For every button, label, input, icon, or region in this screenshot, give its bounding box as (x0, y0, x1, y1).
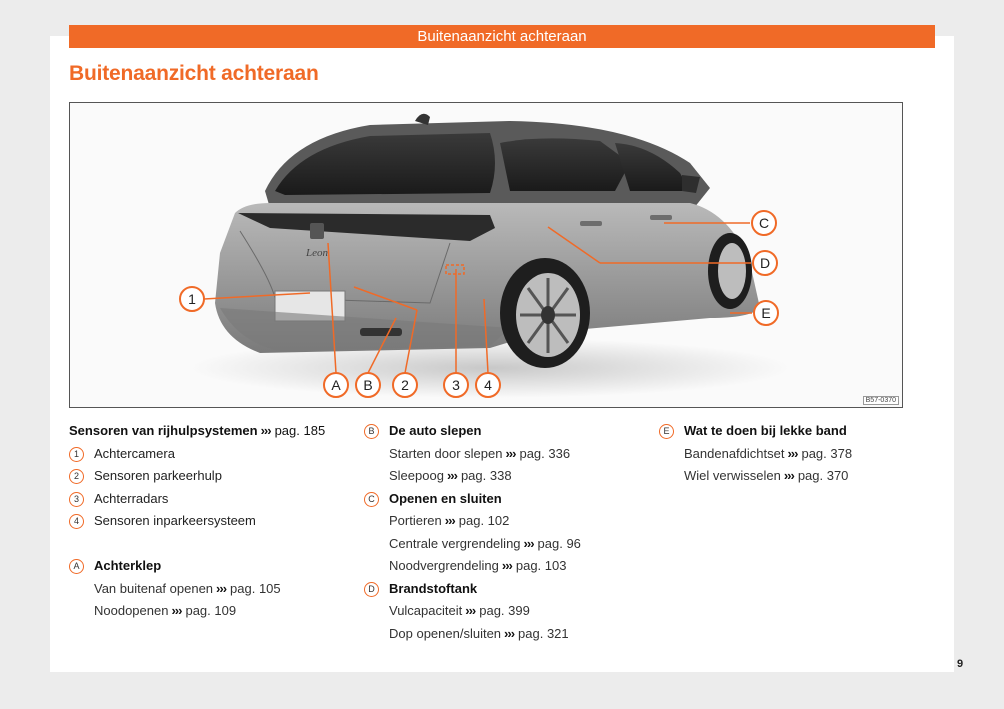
callout-1 (180, 287, 204, 311)
page-ref-link[interactable]: pag. 185 (274, 423, 326, 438)
page-ref-link[interactable]: pag. 96 (537, 535, 581, 551)
group-heading-text: Openen en sluiten (389, 490, 502, 506)
svg-text:4: 4 (484, 377, 492, 393)
section-header-bar (69, 25, 935, 48)
front-rim (718, 243, 746, 299)
exhaust (360, 328, 402, 336)
reference-entry (364, 555, 644, 578)
link-arrows: ››› (787, 445, 798, 461)
page-ref-link[interactable]: pag. 105 (230, 580, 281, 596)
page-title: Buitenaanzicht achteraan (69, 62, 319, 85)
number-marker: 4 (69, 514, 84, 529)
rear-window (275, 133, 495, 195)
car-illustration (70, 103, 903, 408)
page-ref-link[interactable]: pag. 103 (515, 558, 567, 573)
list-item-label: Sensoren inparkeersysteem (94, 513, 256, 528)
svg-text:A: A (331, 377, 341, 393)
callout-A (324, 373, 348, 397)
group-heading-text: De auto slepen (389, 423, 482, 438)
entry-text: Bandenafdichtset (684, 445, 785, 461)
letter-marker: E (659, 424, 674, 439)
number-marker: 1 (69, 447, 84, 462)
svg-text:E: E (761, 305, 771, 321)
entry-text: Noodopenen (94, 603, 169, 618)
link-arrows: ››› (260, 423, 271, 438)
entry-text: Centrale vergrendeling (389, 535, 521, 551)
link-arrows: ››› (216, 580, 227, 596)
number-marker: 2 (69, 469, 84, 484)
svg-text:1: 1 (188, 291, 196, 307)
callout-3 (444, 373, 468, 397)
link-arrows: ››› (465, 603, 476, 618)
list-item-label: Achtercamera (94, 445, 175, 461)
reference-entry (364, 465, 644, 488)
svg-text:3: 3 (452, 377, 460, 393)
number-marker: 3 (69, 492, 84, 507)
sensors-heading-text: Sensoren van rijhulpsystemen (69, 423, 258, 438)
link-arrows: ››› (501, 558, 512, 573)
list-item (69, 465, 354, 488)
page-ref-link[interactable]: pag. 338 (460, 468, 512, 483)
door-handle-rear (580, 221, 602, 226)
callout-B (356, 373, 380, 397)
list-item (69, 488, 354, 511)
list-item (69, 510, 354, 533)
reference-entry (364, 600, 644, 623)
group-heading-E (659, 420, 939, 443)
list-item-label: Achterradars (94, 490, 169, 506)
page-ref-link[interactable]: pag. 399 (479, 603, 530, 618)
group-heading-A (69, 555, 354, 578)
link-arrows: ››› (523, 535, 534, 551)
page-ref-link[interactable]: pag. 109 (185, 603, 237, 618)
callout-4 (476, 373, 500, 397)
link-arrows: ››› (783, 468, 794, 483)
group-heading-text: Brandstoftank (389, 580, 478, 596)
column-1 (69, 420, 354, 623)
reference-entry (69, 578, 354, 601)
page-ref-link[interactable]: pag. 102 (458, 513, 510, 528)
group-heading-text: Achterklep (94, 558, 162, 573)
letter-marker: D (364, 582, 379, 597)
page-ref-link[interactable]: pag. 370 (797, 468, 849, 483)
callout-D (753, 251, 777, 275)
section-header-title: Buitenaanzicht achteraan (417, 28, 587, 45)
figure-code: B57-0370 (863, 396, 899, 405)
entry-text: Sleepoog (389, 468, 444, 483)
page-number: 9 (957, 658, 964, 670)
letter-marker: C (364, 492, 379, 507)
reference-entry (659, 443, 939, 466)
roof-antenna (415, 114, 430, 125)
entry-text: Noodvergrendeling (389, 558, 499, 573)
link-arrows: ››› (171, 603, 182, 618)
page-ref-link[interactable]: pag. 336 (519, 445, 571, 461)
column-3 (659, 420, 939, 488)
reference-entry (69, 600, 354, 623)
callout-C (752, 211, 776, 235)
group-heading-C (364, 488, 644, 511)
letter-marker: B (364, 424, 379, 439)
link-arrows: ››› (446, 468, 457, 483)
entry-text: Starten door slepen (389, 445, 503, 461)
callout-2 (393, 373, 417, 397)
reference-entry (659, 465, 939, 488)
reference-entry (364, 443, 644, 466)
page-ref-link[interactable]: pag. 321 (518, 625, 569, 641)
svg-text:2: 2 (401, 377, 409, 393)
link-arrows: ››› (505, 445, 516, 461)
entry-text: Vulcapaciteit (389, 603, 463, 618)
reference-entry (364, 510, 644, 533)
svg-text:D: D (759, 255, 771, 271)
list-item-label: Sensoren parkeerhulp (94, 468, 222, 483)
entry-text: Van buitenaf openen (94, 580, 214, 596)
link-arrows: ››› (444, 513, 455, 528)
sensors-heading (69, 420, 354, 443)
link-arrows: ››› (504, 625, 515, 641)
column-2 (364, 420, 644, 645)
reference-entry (364, 533, 644, 556)
door-handle-front (650, 215, 672, 220)
entry-text: Dop openen/sluiten (389, 625, 502, 641)
car-rear-figure (69, 102, 903, 408)
entry-text: Wiel verwisselen (684, 468, 781, 483)
group-heading-D (364, 578, 644, 601)
svg-text:B: B (363, 377, 373, 393)
group-heading-text: Wat te doen bij lekke band (684, 423, 847, 438)
reference-entry (364, 623, 644, 646)
callout-E (754, 301, 778, 325)
svg-text:C: C (758, 215, 770, 231)
seat-emblem (310, 223, 324, 239)
entry-text: Portieren (389, 513, 442, 528)
group-heading-B (364, 420, 644, 443)
page-ref-link[interactable]: pag. 378 (801, 445, 853, 461)
list-item (69, 443, 354, 466)
letter-marker: A (69, 559, 84, 574)
leon-emblem-text: Leon (306, 247, 328, 259)
